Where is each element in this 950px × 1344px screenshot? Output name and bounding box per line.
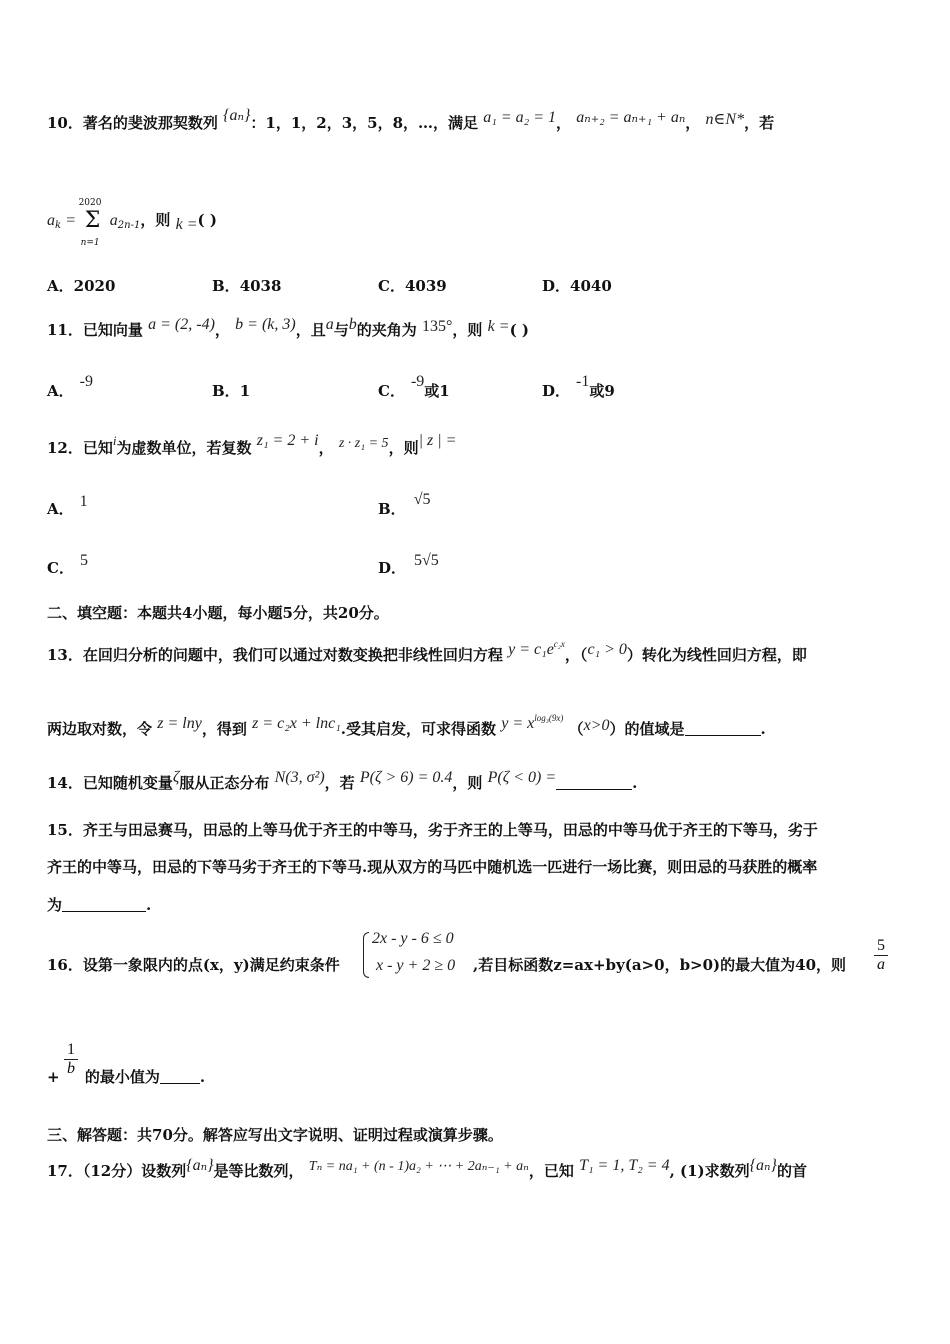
- math-sub: k: [55, 220, 62, 231]
- math-expr: {aₙ}: [223, 107, 251, 124]
- math-expr: aₙ₊₂ = aₙ₊₁ + aₙ: [576, 109, 686, 126]
- math-expr: T₁ = 1, T₂ = 4: [579, 1157, 670, 1174]
- question-13-line1: [47, 640, 807, 666]
- question-text: （: [568, 720, 584, 738]
- question-text: 服从正态分布: [179, 774, 270, 792]
- question-number: 12．: [47, 439, 83, 457]
- punct: .: [760, 720, 766, 738]
- question-text: , (1)求数列: [669, 1162, 750, 1180]
- question-number: 11．: [47, 321, 83, 339]
- option-a: A． 1: [47, 493, 88, 518]
- math-expr: a₁ = a₂ = 1: [483, 109, 556, 126]
- sigma-bottom: n=1: [80, 237, 100, 248]
- math-expr: x>0: [583, 717, 610, 734]
- question-text: 齐王与田忌赛马，田忌的上等马优于齐王的中等马，劣于齐王的上等马，田忌的中等马优于齐王的下等马，劣于: [82, 821, 818, 839]
- math-expr: z = lny: [157, 715, 202, 732]
- question-text: （12分）设数列: [82, 1162, 187, 1180]
- math-expr: a: [47, 212, 55, 229]
- option-a: A．-9: [47, 373, 93, 400]
- question-text: ，则: [452, 774, 483, 792]
- math-expr: i: [112, 433, 117, 448]
- answer-blank[interactable]: [62, 896, 146, 912]
- question-text: 著名的斐波那契数列: [82, 114, 218, 132]
- question-text: ，（: [564, 646, 588, 664]
- punct: ，: [318, 439, 334, 457]
- math-expr: z = c₂x + lnc₁: [252, 715, 341, 732]
- math-expr: | z | =: [418, 432, 457, 449]
- math-expr: Tₙ = na₁ + (n - 1)a₂ + ⋯ + 2aₙ₋₁ + aₙ: [308, 1159, 529, 1174]
- fraction-5-over-a: 5 a: [874, 937, 888, 974]
- question-13-line2: [47, 714, 766, 740]
- question-text: ，已知: [528, 1162, 574, 1180]
- question-15-line2: [47, 857, 817, 877]
- question-number: 17．: [47, 1162, 83, 1180]
- math-expr: P(ζ < 0) =: [487, 769, 557, 786]
- math-expr: z₁ = 2 + i: [256, 432, 319, 449]
- question-text: 已知随机变量: [82, 774, 173, 792]
- question-16-line1: [47, 955, 340, 975]
- math-expr: a: [109, 212, 118, 229]
- answer-blank[interactable]: [685, 720, 761, 736]
- math-expr: $y = c_1e^{c_2x}$: [508, 639, 565, 658]
- question-12-line: [47, 432, 457, 460]
- option-b: B．√5: [378, 491, 431, 518]
- question-text: ，则: [140, 211, 171, 229]
- fraction-1-over-b: 1 b: [64, 1041, 78, 1078]
- section-heading: 三、解答题：共70分。解答应写出文字说明、证明过程或演算步骤。: [47, 1126, 503, 1144]
- question-text: ）转化为线性回归方程，即: [626, 646, 807, 664]
- question-text: 与: [333, 321, 349, 339]
- option-a: A．2020: [47, 277, 116, 295]
- math-expr: P(ζ > 6) = 0.4: [359, 769, 453, 786]
- option-c: C． 5: [47, 552, 88, 577]
- math-expr: c₁ > 0: [587, 641, 627, 658]
- sigma-top: 2020: [78, 197, 102, 208]
- punct: .: [199, 1068, 206, 1086]
- math-expr: a: [325, 316, 334, 333]
- math-expr: b = (k, 3): [235, 316, 296, 333]
- option-b: B．1: [212, 382, 251, 400]
- question-text: ，若: [744, 114, 775, 132]
- question-text: 为: [47, 896, 63, 914]
- math-expr: {aₙ}: [749, 1157, 777, 1174]
- question-text: .受其启发，可求得函数: [340, 720, 497, 738]
- question-text: 的最小值为: [84, 1068, 160, 1086]
- question-text: 为虚数单位，若复数: [116, 439, 252, 457]
- brace-icon: [363, 932, 369, 978]
- question-text: ，若: [324, 774, 355, 792]
- option-d: D． 5√5: [378, 552, 439, 577]
- question-text: 的夹角为: [356, 321, 417, 339]
- sigma-icon: Σ: [84, 207, 101, 233]
- math-expr: +: [47, 1068, 60, 1086]
- math-expr: a = (2, -4): [148, 316, 215, 333]
- answer-blank[interactable]: [556, 774, 632, 790]
- answer-paren: ( ): [509, 321, 529, 339]
- punct: ，: [214, 321, 230, 339]
- question-number: 14．: [47, 774, 83, 792]
- constraint-1: 2x - y - 6 ≤ 0: [372, 930, 454, 947]
- sigma-block: [78, 197, 105, 248]
- question-16-line1b: [473, 955, 846, 975]
- punct: ，: [685, 114, 701, 132]
- math-expr: {aₙ}: [186, 1157, 214, 1174]
- math-sub: 2n-1: [117, 220, 141, 231]
- math-expr: z · z₁ = 5: [338, 436, 389, 451]
- question-text: 已知: [82, 439, 113, 457]
- question-11-line: [47, 316, 529, 341]
- math-expr: b: [348, 316, 357, 333]
- math-expr: k =: [487, 318, 510, 335]
- question-text: ，得到: [201, 720, 247, 738]
- question-15-line3: [47, 895, 151, 915]
- question-text: 的首: [776, 1162, 807, 1180]
- math-expr: $y = x^{log_3(9x)}$: [501, 713, 564, 732]
- question-text: ，且: [295, 321, 326, 339]
- question-number: 15．: [47, 821, 83, 839]
- question-10-line2: [47, 197, 217, 248]
- math-expr: n∈N*: [705, 111, 745, 128]
- math-expr: =: [66, 212, 76, 229]
- question-text: ，则: [388, 439, 419, 457]
- question-number: 16．: [47, 956, 83, 974]
- question-text: 已知向量: [82, 321, 143, 339]
- question-15-line1: [47, 820, 818, 840]
- question-number: 10．: [47, 114, 83, 132]
- question-text: ：1，1，2，3，5，8，…，满足: [250, 114, 479, 132]
- question-text: ,若目标函数z=ax+by(a>0，b>0)的最大值为40，则: [473, 956, 847, 974]
- math-expr: ζ: [172, 769, 180, 786]
- answer-paren: ( ): [197, 211, 217, 229]
- punct: ，: [555, 114, 571, 132]
- answer-blank[interactable]: [160, 1068, 200, 1084]
- question-text: 齐王的中等马，田忌的下等马劣于齐王的下等马.现从双方的马匹中随机选一匹进行一场比赛，则田忌的马获胜的概率: [47, 858, 818, 876]
- math-expr: k =: [175, 216, 198, 233]
- math-expr: 135°: [422, 318, 453, 335]
- math-expr: N(3, σ²): [274, 769, 325, 786]
- question-17-line: [47, 1157, 807, 1183]
- question-text: ）的值域是: [609, 720, 685, 738]
- section-heading: 二、填空题：本题共4小题，每小题5分，共20分。: [47, 604, 389, 622]
- question-text: ，则: [452, 321, 483, 339]
- question-number: 13．: [47, 646, 83, 664]
- option-d: D．4040: [542, 277, 612, 295]
- constraint-2: x - y + 2 ≥ 0: [376, 957, 456, 974]
- option-d: D．-1或9: [542, 373, 615, 400]
- question-text: 在回归分析的问题中，我们可以通过对数变换把非线性回归方程: [82, 646, 503, 664]
- question-14-line: [47, 769, 638, 794]
- option-c: C．-9或1: [378, 373, 450, 400]
- punct: .: [632, 774, 638, 792]
- question-text: 设第一象限内的点(x，y)满足约束条件: [82, 956, 340, 974]
- option-b: B．4038: [212, 277, 282, 295]
- question-10-line1: [47, 107, 775, 134]
- option-c: C．4039: [378, 277, 447, 295]
- question-text: 是等比数列，: [213, 1162, 304, 1180]
- punct: .: [146, 896, 152, 914]
- question-text: 两边取对数，令: [47, 720, 153, 738]
